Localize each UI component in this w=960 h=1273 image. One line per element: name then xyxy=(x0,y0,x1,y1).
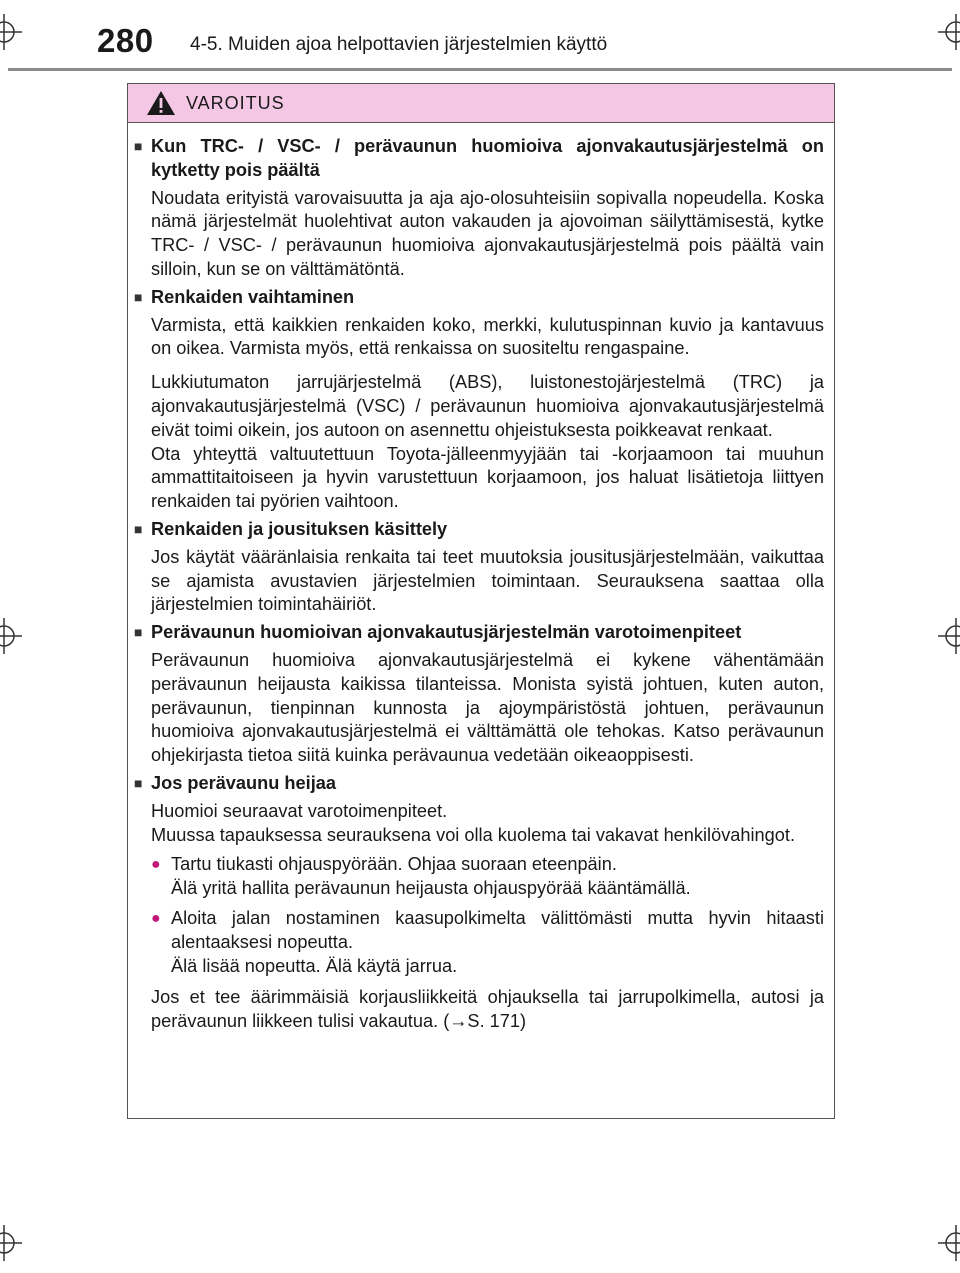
registration-mark-icon xyxy=(938,1225,960,1261)
paragraph: Huomioi seuraavat varotoimenpiteet. Muussa tapauksessa seurauksena voi olla kuolema tai vakavat henkilövahingot. xyxy=(151,800,796,845)
list-item: ● Aloita jalan nostaminen kaasupolkimelta välittömästi mutta hyvin hitaasti alentaaksesi nopeutta. Älä lisää nopeutta. Älä käytä jarrua. xyxy=(151,907,824,978)
paragraph: Lukkiutumaton jarrujärjestelmä (ABS), luistonestojärjestelmä (TRC) ja ajonvakautusjärjestelmä (VSC) / perävaunun huomioiva ajonvakautusjärjestelmä eivät toimi oikein, jos autoon on asennettu ohjeistuksesta poikkeavat renkaat. Ota yhteyttä valtuutettuun Toyota-jälleenmyyjään tai -korjaamoon tai muuhun ammattitaitoiseen ja hyvin varustettuun korjaamoon, jos haluat lisätietoja liittyen renkaiden tai pyörien vaihtoon. xyxy=(151,372,824,512)
section-heading: ■ Kun TRC- / VSC- / perävaunun huomioiva ajonvakautusjärjestelmä on kytketty pois päältä xyxy=(134,135,824,183)
section-heading: ■ Jos perävaunu heijaa xyxy=(134,772,824,796)
section-heading: ■ Renkaiden vaihtaminen xyxy=(134,286,824,310)
paragraph: Jos et tee äärimmäisiä korjausliikkeitä ohjauksella tai jarrupolkimella, autosi ja perävaunun liikkeen tulisi vakautua. (→S. 171) xyxy=(151,987,824,1032)
warning-body xyxy=(128,123,834,1034)
square-bullet-icon: ■ xyxy=(134,624,143,641)
section-heading: ■ Perävaunun huomioivan ajonvakautusjärjestelmän varotoimenpiteet xyxy=(134,621,824,645)
magenta-dot-icon: ● xyxy=(151,856,161,874)
header-rule xyxy=(8,68,952,71)
registration-mark-icon xyxy=(938,618,960,654)
warning-box xyxy=(127,83,835,1119)
list-item: ● Tartu tiukasti ohjauspyörään. Ohjaa suoraan eteenpäin. Älä yritä hallita perävaunun heijausta ohjauspyörää kääntämällä. xyxy=(151,853,824,901)
warning-title: VAROITUS xyxy=(186,92,285,113)
registration-mark-icon xyxy=(0,618,22,654)
warning-header xyxy=(128,84,834,123)
page-number: 280 xyxy=(97,22,154,59)
square-bullet-icon: ■ xyxy=(134,520,143,537)
section-trailer-stability-precautions xyxy=(134,621,824,768)
section-tires-suspension xyxy=(134,518,824,617)
registration-mark-icon xyxy=(938,14,960,50)
running-head: 4-5. Muiden ajoa helpottavien järjestelmien käyttö xyxy=(190,34,608,55)
section-heading: ■ Renkaiden ja jousituksen käsittely xyxy=(134,518,824,542)
registration-mark-icon xyxy=(0,1225,22,1261)
registration-mark-icon xyxy=(0,14,22,50)
paragraph: Jos käytät vääränlaisia renkaita tai teet muutoksia jousitusjärjestelmään, vaikuttaa se ajamista avustavien järjestelmien toimintaan. Seurauksena saattaa olla järjestelmien toimintahäiriöt. xyxy=(151,546,824,615)
square-bullet-icon: ■ xyxy=(134,774,143,791)
square-bullet-icon: ■ xyxy=(134,138,143,154)
paragraph: Noudata erityistä varovaisuutta ja aja ajo-olosuhteisiin sopivalla nopeudella. Koska nämä järjestelmät huolehtivat auton vakauden ja ajovoiman säilyttämisestä, kytke TRC- / VSC- / perävaunun huomioiva ajonvakautusjärjestelmä pois päältä vain silloin, kun se on välttämätöntä. xyxy=(151,187,824,279)
square-bullet-icon: ■ xyxy=(134,288,143,305)
paragraph: Perävaunun huomioiva ajonvakautusjärjestelmä ei kykene vähentämään perävaunun heijausta kaikissa tilanteissa. Monista syistä johtuen, kuten auton, perävaunun, tienpinnan kunnosta ja ajoympäristöstä johtuen, perävaunun huomioiva ajonvakautusjärjestelmä ei välttämättä ole tehokas. Katso perävaunun ohjekirjasta tietoa siitä kuinka perävaunua vedetään oikeaoppisesti. xyxy=(151,649,824,766)
warning-triangle-icon xyxy=(146,90,176,116)
section-tire-change xyxy=(134,286,824,514)
magenta-dot-icon: ● xyxy=(151,909,161,927)
section-trailer-sway xyxy=(134,772,824,1034)
paragraph: Varmista, että kaikkien renkaiden koko, merkki, kulutuspinnan kuvio ja kantavuus on oikea. Varmista myös, että renkaissa on suositeltu rengaspaine. xyxy=(151,314,824,359)
section-trc-vsc-off xyxy=(134,135,824,282)
